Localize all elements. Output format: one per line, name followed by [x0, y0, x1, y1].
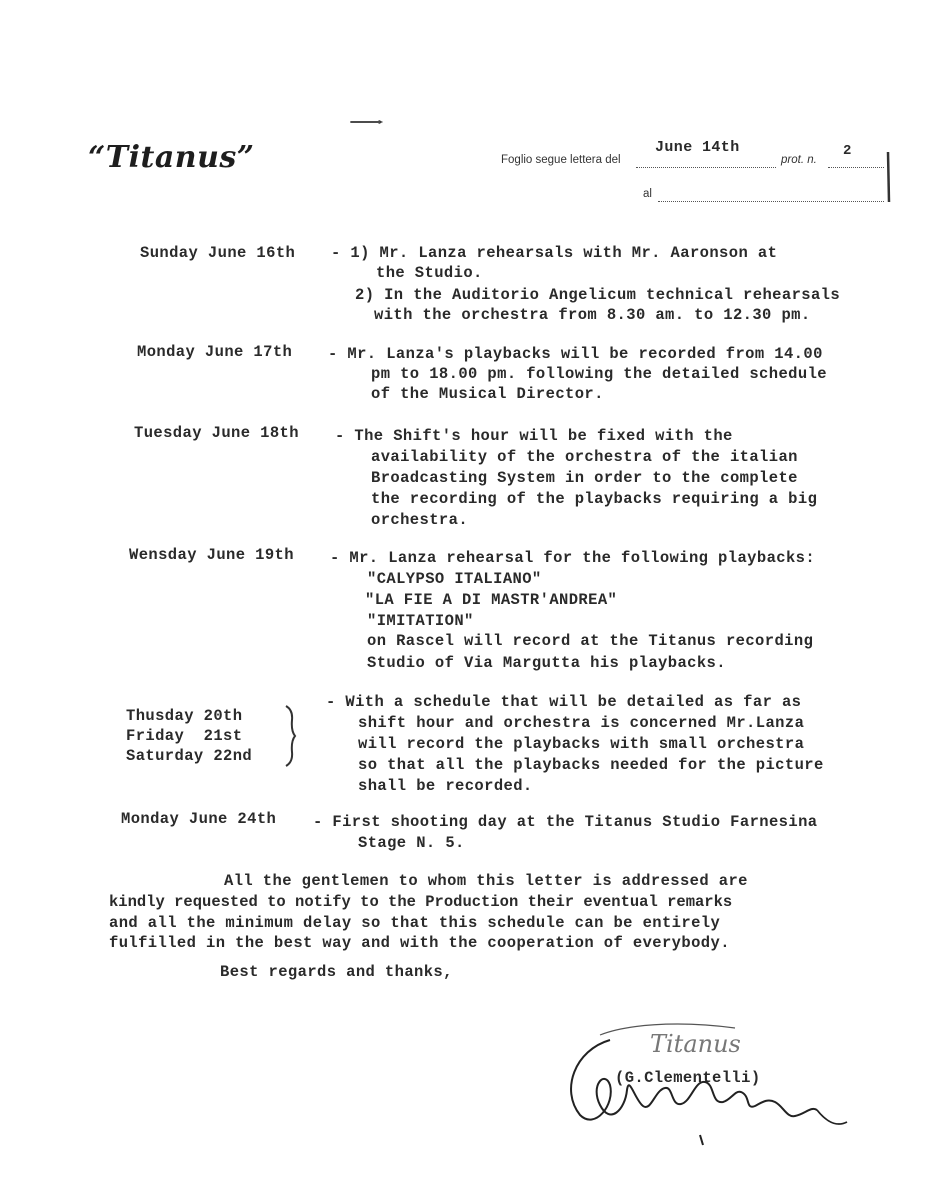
titanus-logo: “Titanus” [88, 140, 255, 175]
prot-line [828, 167, 884, 168]
sunday-line-3: 2) In the Auditorio Angelicum technical rehearsals [355, 286, 841, 304]
sunday-line-4: with the orchestra from 8.30 am. to 12.30 pm. [374, 306, 811, 324]
wednesday-line-2: "CALYPSO ITALIANO" [367, 570, 542, 588]
thursday-line-5: shall be recorded. [358, 777, 533, 795]
handwritten-signature [555, 1010, 855, 1150]
date-value: June 14th [655, 139, 740, 156]
wednesday-line-4: "IMITATION" [367, 612, 474, 630]
regards: Best regards and thanks, [220, 963, 453, 981]
prot-label: prot. n. [781, 154, 817, 166]
monday24-line-2: Stage N. 5. [358, 834, 465, 852]
days-brace-mark [284, 704, 298, 768]
day-wednesday: Wensday June 19th [129, 546, 294, 564]
tuesday-line-2: availability of the orchestra of the italian [371, 448, 798, 466]
day-sunday: Sunday June 16th [140, 244, 296, 262]
signatory-name: (G.Clementelli) [615, 1069, 761, 1087]
wednesday-line-1: - Mr. Lanza rehearsal for the following playbacks: [330, 549, 816, 567]
foglio-label: Foglio segue lettera del [501, 154, 621, 166]
day-tuesday: Tuesday June 18th [134, 424, 299, 442]
sunday-line-1: - 1) Mr. Lanza rehearsals with Mr. Aaronson at [331, 244, 778, 262]
day-saturday: Saturday 22nd [126, 747, 253, 765]
thursday-line-2: shift hour and orchestra is concerned Mr.Lanza [358, 714, 805, 732]
thursday-line-4: so that all the playbacks needed for the picture [358, 756, 824, 774]
monday-line-3: of the Musical Director. [371, 385, 604, 403]
stamp-text: Titanus [650, 1030, 741, 1058]
wednesday-line-6: Studio of Via Margutta his playbacks. [367, 654, 726, 672]
thursday-line-1: - With a schedule that will be detailed as far as [326, 693, 802, 711]
tuesday-line-3: Broadcasting System in order to the complete [371, 469, 798, 487]
monday24-line-1: - First shooting day at the Titanus Studio Farnesina [313, 813, 818, 831]
tuesday-line-5: orchestra. [371, 511, 469, 529]
date-line [636, 167, 776, 168]
closing-line-1: All the gentlemen to whom this letter is addressed are [224, 872, 748, 890]
thursday-line-3: will record the playbacks with small orchestra [358, 735, 805, 753]
prot-value: 2 [843, 143, 852, 159]
monday-line-1: - Mr. Lanza's playbacks will be recorded from 14.00 [328, 345, 823, 363]
closing-line-2: kindly requested to notify to the Production their eventual remarks [109, 893, 733, 911]
closing-line-3: and all the minimum delay so that this schedule can be entirely [109, 914, 721, 932]
monday-line-2: pm to 18.00 pm. following the detailed schedule [371, 365, 827, 383]
wednesday-line-3: "LA FIE A DI MASTR'ANDREA" [365, 591, 618, 609]
day-monday-24: Monday June 24th [121, 810, 277, 828]
address-bracket-mark [885, 150, 893, 206]
al-label: al [643, 188, 652, 200]
top-arrow-mark [342, 120, 392, 124]
tuesday-line-1: - The Shift's hour will be fixed with the [335, 427, 733, 445]
day-thursday: Thusday 20th [126, 707, 243, 725]
sunday-line-2: the Studio. [376, 264, 483, 282]
day-friday: Friday 21st [126, 727, 243, 745]
tuesday-line-4: the recording of the playbacks requiring a big [371, 490, 818, 508]
day-monday: Monday June 17th [137, 343, 293, 361]
al-line [658, 201, 884, 202]
closing-line-4: fulfilled in the best way and with the cooperation of everybody. [109, 934, 730, 952]
wednesday-line-5: on Rascel will record at the Titanus recording [367, 632, 814, 650]
